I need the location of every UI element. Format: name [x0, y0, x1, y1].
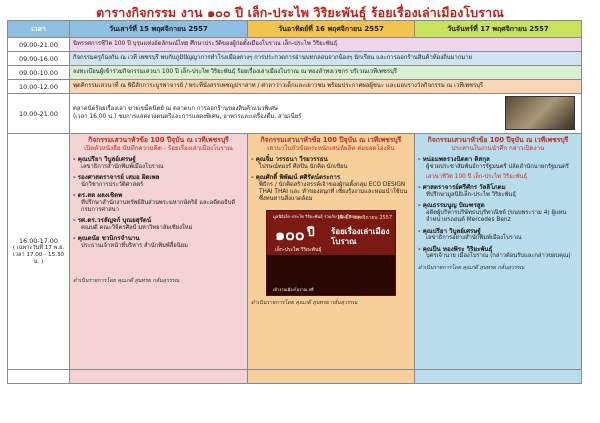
- session-day2: [248, 134, 415, 370]
- speaker-name: - คุณปรียา วิบูลย์เศรษฐ์: [73, 156, 136, 164]
- speaker-role: บุตรเจ้านาย เมืองโบราณ (กล่าวต้อนรับและกล่าวขอบคุณ): [426, 253, 571, 260]
- event-photo: [505, 96, 575, 130]
- session-subtitle: เปิดตัวหนังสือ บันทึกความคิด - ร้อยเรื่องเล่าเมืองโบราณ: [84, 145, 233, 153]
- poster-names: เล็ก-ประไพ วิริยะพันธุ์: [275, 246, 322, 253]
- row-activity: กิจกรรมครูก้องกัน ณ เวที เพชรบุรี พบกับภูมิปัญญาการทำโรงเมืองต่างๆ การประกวดการอ่านบทกลอนจากน้องๆ นักเรียน และการออกร้านสินค้าท้องถิ่นมากมาย: [70, 52, 582, 66]
- header-day3: วันจันทร์ที่ 17 พฤศจิกายน 2557: [415, 21, 582, 38]
- row-time: 09.00-16.00: [8, 52, 70, 66]
- market-text-evening: (เวลา 16.00 น.) ชมการแสดงวงดนตรีและการแสดงพิเศษ, อาหารและเครื่องดื่ม, สามเนียร์: [73, 113, 302, 120]
- session-row: [8, 134, 582, 370]
- header-day1: วันเสาร์ที่ 15 พฤศจิกายน 2557: [70, 21, 248, 38]
- row-activity: ลงทะเบียนผู้เข้าร่วมกิจกรรมเสวนา 100 ปี เล็ก-ประไพ วิริยะพันธุ์ ร้อยเรื่องเล่าเมืองโบราณ ณ ทองลำทงเวชกร บริเวณเวทีเพชรบุรี: [70, 66, 582, 80]
- poster-years: ปี: [307, 224, 315, 239]
- speaker-role: อดีตผู้บริหารบริษัทธนบุรีพาณิชย์ (ขนบพระราม 4) ผู้แทนจำหน่ายรถยนต์ Mercedes Benz: [426, 210, 567, 224]
- speaker-role: ที่ปรึกษาสำนักงานทรัพย์สินส่วนพระมหากษัตริย์ และอดีตอธิบดีกรมการศาสนา: [81, 199, 236, 214]
- market-text: ตลาดนัดร้อยเรื่องเล่า ขายเขม็ดนิตย์ ณ ตลาดบก การออกร้านของสินค้าแนวพิเศษ: [73, 106, 278, 113]
- schedule-row: [8, 52, 582, 66]
- moderator-note: ดำเนินรายการโดย คุณภดี สุนทรผ กลั่นสุวรรณ: [73, 278, 180, 285]
- speaker: [73, 174, 244, 189]
- session-subheading: เสวนาชีวิต 100 ปี เล็ก-ประไพ วิริยะพันธุ์: [426, 174, 528, 181]
- speaker-role: ที่ปรึกษามูลนิธิเล็ก-ประไพ วิริยะพันธุ์: [426, 192, 516, 199]
- speaker-role: คณบดี คณะวิจิตรศิลป์ มหาวิทยาลัยเชียงใหม่: [81, 225, 193, 232]
- speaker-name: - คุณศักดิ์ พิพัฒน์ ศศิรัตน์ตระการ: [251, 174, 341, 182]
- speaker-role: นักวิชาการประวัติศาสตร์: [81, 181, 144, 188]
- footer-row: [8, 370, 582, 384]
- header-time: เวลา: [8, 21, 70, 38]
- session-title: กิจกรรมเสวนาหัวข้อ 100 ปีจุบัน ณ เวทีเพชรบุรี: [427, 136, 569, 144]
- speaker-name: - ดร.สด ผลงเชิดพ: [73, 192, 123, 200]
- poster-top: มูลนิธิเล็ก-ประไพ วิริยะพันธุ์ ร่วมกับ เมืองโบราณ: [273, 213, 360, 219]
- event-poster: [266, 210, 396, 296]
- speaker: [418, 184, 578, 199]
- footer-cell: [70, 370, 248, 384]
- schedule-row: [8, 80, 582, 94]
- speaker: [73, 156, 244, 171]
- footer-cell: [8, 370, 70, 384]
- row-activity: [70, 94, 582, 134]
- speaker: [418, 228, 578, 243]
- schedule-row: [8, 66, 582, 80]
- schedule-row: [8, 38, 582, 52]
- speaker-name: - รองศาสตราจารย์ เสมอ ผิดเพล: [73, 174, 160, 182]
- row-activity: นิทรรศการชีวิต 100 ปี บุรุษแห่งอัตลักษณ์ไทย ศึกษาประวัติของผู้ก่อตั้งเมืองโบราณ เล็ก-ประไพ วิริยะพันธุ์: [70, 38, 582, 52]
- speaker: [418, 156, 578, 171]
- speaker-name: - คุณปืน ทองพิระ วิริยะพันธุ์: [418, 245, 493, 253]
- speaker: [251, 156, 411, 171]
- speaker-role: ไปรษณ์ทองร์ ศิลปิน นักคิด นักเขียน: [259, 163, 348, 170]
- poster-headline: ร้อยเรื่องเล่าเมืองโบราณ: [331, 226, 390, 246]
- session-day1: [70, 134, 248, 370]
- speaker-role: เลขาธิการสำนักพิมพ์เมืองโบราณ: [81, 163, 164, 170]
- moderator-note: ดำเนินรายการโดย คุณภดี สุนทรผ กลั่นสุวรรณ: [251, 299, 358, 306]
- row-time: 09.00-21.00: [8, 38, 70, 52]
- speaker-name: - คุณธรรมนูญ ปัณฑรสูต: [418, 202, 485, 210]
- speaker-role: พิธีกร / นักคิดสร้างสรรค์เจ้าของผู้ก่อตั้งกลุ่ม ECO DESIGN THAI THAI และ ทำของสนุกที่ เชียงรุ้งงามและหอมนำใช้บนซึ่งทนทานสิ่งแวดล้อม: [259, 181, 408, 203]
- speaker-name: - ศาสตราจารย์ศรีศักร วัลลิโภดม: [418, 184, 506, 192]
- speaker-role: เลขาธิการอย่างสำนักพิมพ์เมืองโบราณ: [426, 235, 522, 242]
- speaker-name: - คุณปรียา วิบูลย์เศรษฐ์: [418, 227, 481, 235]
- speaker-role: ผู้ช่วยประชาสัมพันธ์การรัฐมนตรี ปลัดสำนักนายกรัฐมนตรี: [426, 163, 569, 170]
- header-day2: วันอาทิตย์ที่ 16 พฤศจิกายน 2557: [248, 21, 415, 38]
- speaker-name: - คุณจิ๋ม วรรธนา วีรยวรรธน: [251, 156, 328, 164]
- session-time-label: 16.00-17.00: [19, 237, 58, 246]
- session-time: [8, 134, 70, 370]
- schedule-table: [7, 20, 582, 384]
- footer-cell: [415, 370, 582, 384]
- moderator-note: ดำเนินรายการโดย คุณภดี สุนทรผ กลั่นสุวรรณ: [418, 264, 525, 271]
- session-title: กิจกรรมเสวนาหัวข้อ 100 ปีจุบัน ณ เวทีเพชรบุรี: [260, 136, 402, 144]
- session-day3: [415, 134, 582, 370]
- speaker: [73, 235, 244, 250]
- poster-dates: 15-17 พฤศจิกายน 2557: [337, 214, 393, 221]
- session-title: กิจกรรมเสวนาหัวข้อ 100 ปีจุบัน ณ เวทีเพชรบุรี: [88, 136, 229, 144]
- speaker: [73, 192, 244, 214]
- footer-cell: [248, 370, 415, 384]
- speaker: [418, 246, 578, 261]
- row-time: 09.00-10.00: [8, 66, 70, 80]
- speaker-name: - คุณดนัย ชวนิกรจำนาน: [73, 235, 140, 243]
- speaker: [418, 202, 578, 224]
- speaker-name: - รศ.ดร.วรลัญจก์ บุณยสุรัตน์: [73, 217, 152, 225]
- session-subtitle: ประสานในงานนำศึก กล่าวเปิดงาน: [451, 145, 545, 153]
- row-time: 10.00-12.00: [8, 80, 70, 94]
- header-row: [8, 21, 582, 38]
- row-time: 10.00-21.00: [8, 94, 70, 134]
- speaker-role: ประธานเจ้าหน้าที่บริหาร สำนักพิมพ์สื่อนิยม: [81, 243, 188, 250]
- poster-number: ๑๐๐: [275, 224, 305, 244]
- session-time-note: ( เฉพาะวันที่ 17 พ.ย. เวลา 17.00 - 15.30 น. ): [12, 245, 65, 265]
- poster-footer: เข้างานเมืองโบราณ ฟรี: [273, 286, 314, 292]
- speaker-name: - หน่อมพลรวงนิดดา ดิสกุล: [418, 156, 490, 164]
- speaker: [251, 174, 411, 203]
- session-subtitle: เสวนาในหัวข้อตระหนักเสน่ห์ผลิต ต่อยอดโอ่งดิน: [267, 145, 395, 153]
- schedule-row: [8, 94, 582, 134]
- row-activity: พุดคิกรรมเสวนาที่ ณ พิธีสักการะบูรพาจารย์ / พระที่นั่งสรรเพชญปราสาท / ศาลาว่าวเด็กและเยาวชน พร้อมประกาศผลผู้ชนะ และมอบรางวัลกิจกรรม ณ เวทีเพชรบุรี: [70, 80, 582, 94]
- speaker: [73, 217, 244, 232]
- page-title: ตารางกิจกรรม งาน ๑๐๐ ปี เล็ก-ประไพ วิริยะพันธุ์ ร้อยเรื่องเล่าเมืองโบราณ: [96, 5, 504, 20]
